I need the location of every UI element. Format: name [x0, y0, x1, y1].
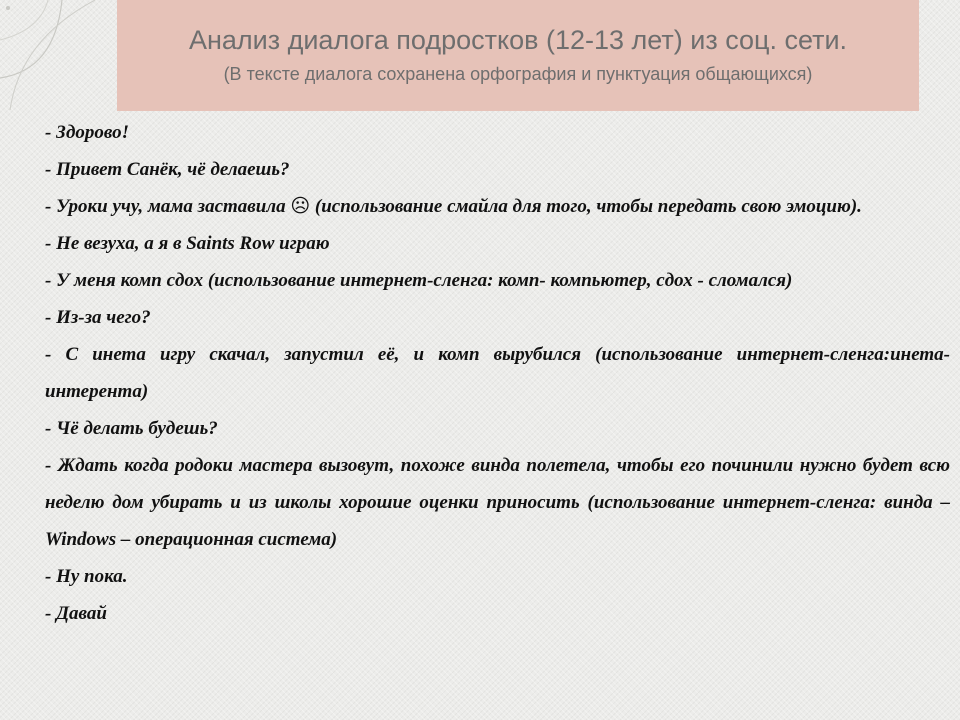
dialogue-line: - Ну пока. [45, 566, 128, 587]
dialogue-line: - Из-за чего? [45, 307, 151, 328]
dialogue-line: - Давай [45, 603, 107, 624]
dialogue-line: - Ждать когда родоки мастера вызовут, похоже винда полетела, чтобы его починили нужно будет всю неделю дом убирать и из школы хорошие оценки приносить (использование интернет-сленга: винда – Windows – операционная система) [45, 455, 950, 550]
dialogue-line: - Здорово! [45, 122, 130, 143]
slide-subtitle: (В тексте диалога сохранена орфография и пунктуация общающихся) [223, 64, 813, 84]
dialogue-line: - У меня комп сдох (использование интернет-сленга: комп- компьютер, сдох - сломался) [45, 270, 793, 291]
dialogue-line-end: (использование смайла для того, чтобы передать свою эмоцию). [310, 196, 862, 217]
title-banner [117, 0, 919, 111]
dialogue-line: - С инета игру скачал, запустил её, и комп вырубился (использование интернет-сленга:инета-интерента) [45, 344, 950, 402]
decorative-curves [0, 0, 120, 110]
dialogue-text [45, 114, 950, 720]
dialogue-line-start: - Уроки учу, мама заставила [45, 196, 291, 217]
dialogue-line: - Чё делать будешь? [45, 418, 218, 439]
dialogue-line: - Не везуха, а я в Saints Row играю [45, 233, 330, 254]
slide-title: Анализ диалога подростков (12-13 лет) из соц. сети. [188, 25, 848, 55]
dialogue-line [45, 188, 950, 225]
sad-face-icon: ☹ [290, 196, 311, 217]
dialogue-line: - Привет Санёк, чё делаешь? [45, 159, 290, 180]
